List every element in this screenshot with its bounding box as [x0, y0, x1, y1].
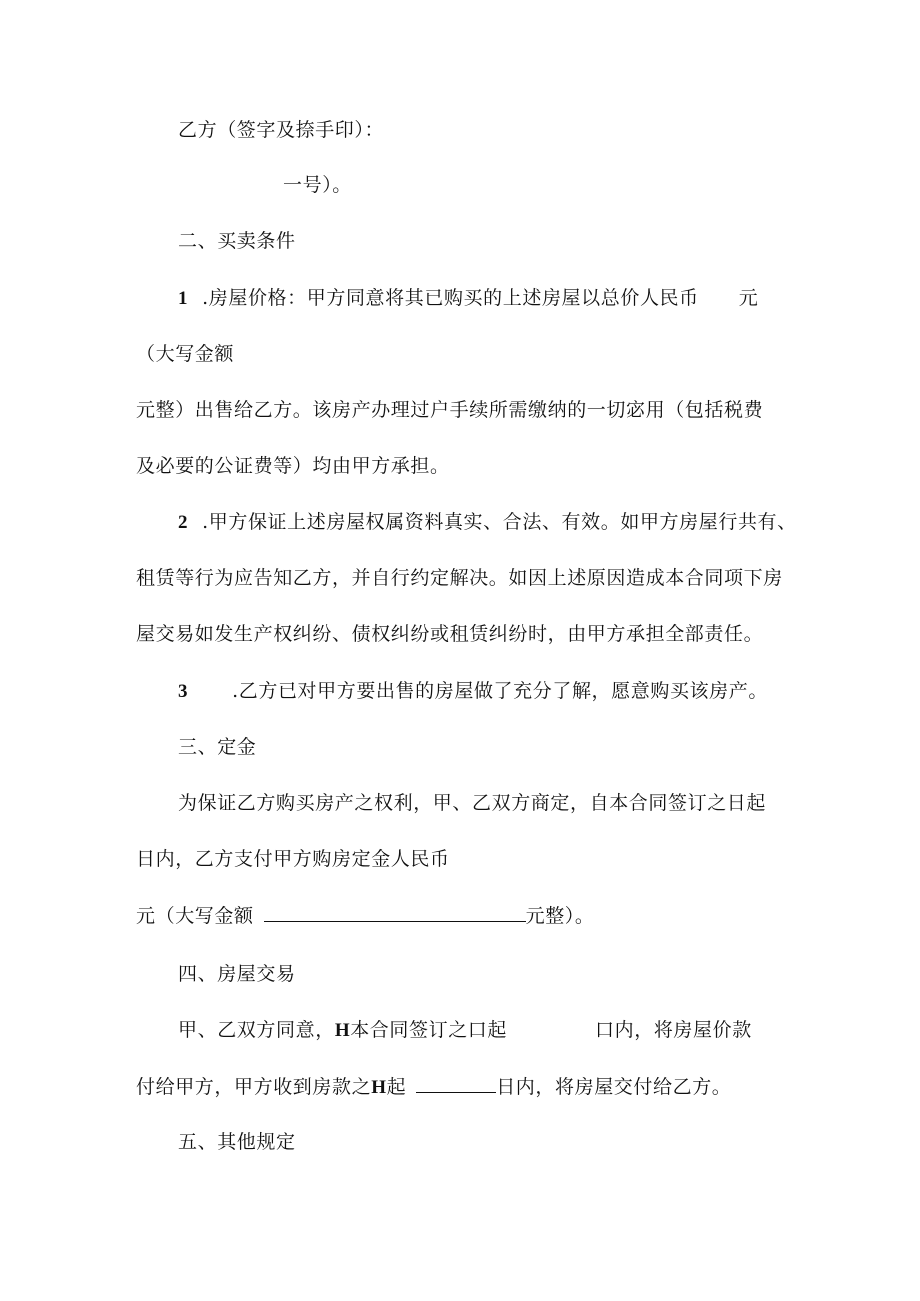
- section-4-line-2-part-a: 付给甲方，甲方收到房款之: [136, 1076, 372, 1098]
- item-3-text: .乙方已对甲方要出售的房屋做了充分了解，愿意购买该房产。: [232, 680, 768, 702]
- item-3-line-1: [178, 679, 768, 704]
- item-2-number: 2: [178, 512, 189, 533]
- section-4-line-2-part-b: 起: [386, 1076, 407, 1098]
- text-fragment: 一号）。: [283, 174, 352, 196]
- item-1-line-3: 元整）出售给乙方。该房产办理过户手续所需缴纳的一切宓用（包括税费: [136, 399, 764, 421]
- section-4-line-2-part-c: 日内，将房屋交付给乙方。: [496, 1076, 732, 1098]
- deposit-amount-label: 元（大写金额: [136, 905, 254, 927]
- section-4-line-2-h: H: [371, 1077, 387, 1098]
- section-3-line-2: 日内，乙方支付甲方购房定金人民币: [136, 848, 450, 870]
- item-2-line-3: 屋交易如发生产权纠纷、债权纠纷或租赁纠纷时，由甲方承担全部责任。: [136, 623, 764, 645]
- item-2-text: .甲方保证上述房屋权属资料真实、合法、有效。如甲方房屋行共有、: [202, 511, 797, 533]
- section-4-line-1-part-a: 甲、乙双方同意，: [178, 1019, 335, 1041]
- item-1-line-4: 及必要的公证费等）均由甲方承担。: [136, 455, 450, 477]
- section-3-line-3: [136, 903, 595, 928]
- item-2-line-1: [178, 510, 797, 535]
- item-1-number: 1: [178, 288, 189, 309]
- party-b-signature-label: 乙方（签字及捺手印）：: [178, 119, 385, 141]
- section-4-line-1-part-b: 本合同签订之口起: [350, 1019, 508, 1041]
- delivery-days-blank: [416, 1074, 496, 1093]
- section-4-line-1-h: H: [334, 1020, 351, 1041]
- deposit-amount-blank: [264, 903, 526, 922]
- section-3-heading: 三、定金: [178, 736, 257, 758]
- item-1-line-1: [178, 286, 758, 311]
- item-1-line-2: （大写金额: [136, 343, 235, 365]
- section-3-line-1: 为保证乙方购买房产之权利，甲、乙双方商定，自本合同签订之日起: [178, 792, 767, 814]
- section-4-heading: 四、房屋交易: [178, 963, 296, 985]
- section-4-line-2: [136, 1074, 731, 1100]
- item-3-number: 3: [178, 681, 189, 702]
- item-2-line-2: 租赁等行为应告知乙方，并自行约定解决。如因上述原因造成本合同项下房: [136, 567, 783, 589]
- item-1-text: .房屋价格：甲方同意将其已购买的上述房屋以总价人民币: [202, 287, 699, 309]
- section-4-line-1-part-c: 口内，将房屋价款: [595, 1019, 752, 1041]
- section-4-line-1: [178, 1018, 752, 1043]
- section-5-heading: 五、其他规定: [178, 1131, 296, 1153]
- item-1-unit: 元: [738, 287, 759, 309]
- section-2-heading: 二、买卖条件: [178, 230, 296, 252]
- deposit-amount-suffix: 元整）。: [525, 905, 595, 927]
